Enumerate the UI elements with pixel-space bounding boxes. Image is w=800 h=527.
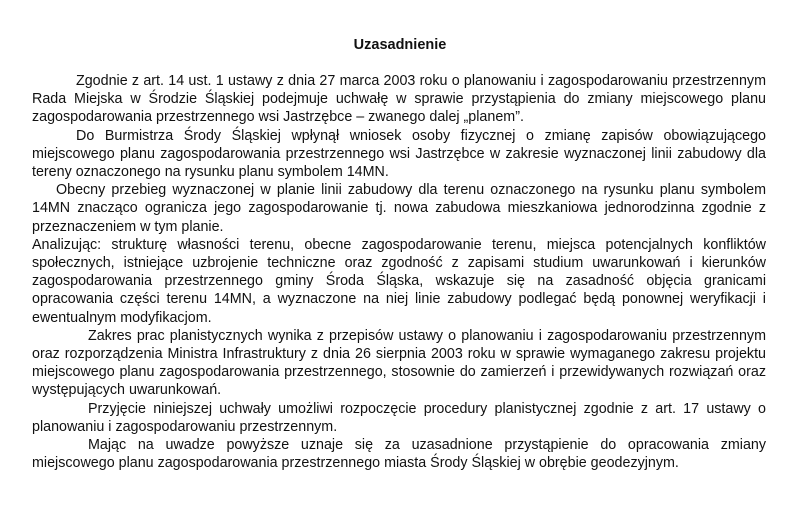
paragraph-analysis: Analizując: strukturę własności terenu, obecne zagospodarowanie terenu, miejsca potencjalnych konfliktów społecznych, istniejące uzbrojenie techniczne oraz zgodność z zapisami studium uwarunkowań i kierunków zagospodarowania przestrzennego gminy Środa Śląska, wskazuje się na zasadność objęcia granicami opracowania części terenu 14MN, a wyznaczone na niej linie zabudowy podlegać będą ponownej weryfikacji i ewentualnym modyfikacjom. xyxy=(32,236,766,326)
paragraph-legal-basis: Zgodnie z art. 14 ust. 1 ustawy z dnia 27 marca 2003 roku o planowaniu i zagospodarowaniu przestrzennym Rada Miejska w Środzie Śląskiej podejmuje uchwałę w sprawie przystąpienia do zmiany miejscowego planu zagospodarowania przestrzennego wsi Jastrzębce – zwanego dalej „planem”. xyxy=(32,73,766,126)
paragraph-request: Do Burmistrza Środy Śląskiej wpłynął wniosek osoby fizycznej o zmianę zapisów obowiązującego miejscowego planu zagospodarowania przestrzennego wsi Jastrzębce w zakresie wyznaczonej linii zabudowy dla tereny oznaczonego na rysunku planu symbolem 14MN. xyxy=(32,127,766,181)
paragraph-adoption: Przyjęcie niniejszej uchwały umożliwi rozpoczęcie procedury planistycznej zgodnie z art. 17 ustawy o planowaniu i zagospodarowaniu przestrzennym. xyxy=(32,400,766,435)
paragraph-conclusion: Mając na uwadze powyższe uznaje się za uzasadnione przystąpienie do opracowania zmiany miejscowego planu zagospodarowania przestrzennego miasta Środy Śląskiej w obrębie geodezyjnym. xyxy=(32,437,766,472)
paragraph-scope: Zakres prac planistycznych wynika z przepisów ustawy o planowaniu i zagospodarowaniu przestrzennym oraz rozporządzenia Ministra Infrastruktury z dnia 26 sierpnia 2003 roku w sprawie wymaganego zakresu projektu miejscowego planu zagospodarowania przestrzennego, stosownie do zamierzeń i przewidywanych rozwiązań oraz występujących uwarunkowań. xyxy=(32,327,766,399)
paragraph-current-state: Obecny przebieg wyznaczonej w planie linii zabudowy dla terenu oznaczonego na rysunku planu symbolem 14MN znacząco ogranicza jego zagospodarowanie tj. nowa zabudowa mieszkaniowa jednorodzinna zgodnie z przeznaczeniem w tym planie. xyxy=(32,182,766,235)
document-title: Uzasadnienie xyxy=(353,37,447,53)
document-body xyxy=(32,72,766,472)
